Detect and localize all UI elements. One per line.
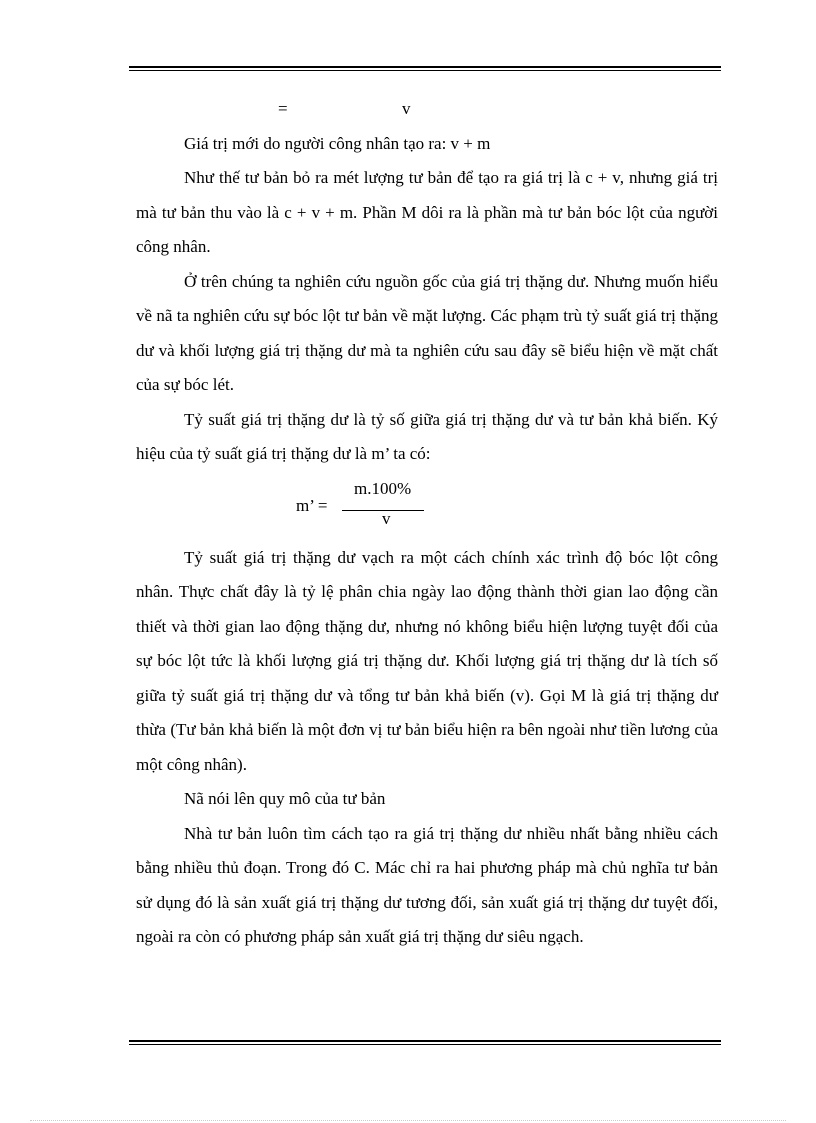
formula-equals: = <box>278 99 288 118</box>
page-edge-dots <box>30 1120 786 1121</box>
paragraph: Giá trị mới do người công nhân tạo ra: v + m <box>184 133 491 153</box>
paragraph: Như thế tư bản bỏ ra mét lượng tư bản để tạo ra giá trị là c + v, nhưng giá trị mà tư bản thu vào là c + v + m. Phần M dôi ra là phần mà tư bản bóc lột của người công nhân. <box>136 168 718 256</box>
paragraph: Nã nói lên quy mô của tư bản <box>184 789 386 808</box>
formula-line <box>136 92 718 127</box>
paragraph: Nhà tư bản luôn tìm cách tạo ra giá trị thặng dư nhiều nhất bằng nhiều cách bằng nhiều thủ đoạn. Trong đó C. Mác chỉ ra hai phương pháp mà chủ nghĩa tư bản sử dụng đó là sản xuất giá trị thặng dư tương đối, sản xuất giá trị thặng dư tuyệt đối, ngoài ra còn có phương pháp sản xuất giá trị thặng dư siêu ngạch. <box>136 823 718 946</box>
rate-formula <box>136 472 718 541</box>
paragraph: Ở trên chúng ta nghiên cứu nguồn gốc của giá trị thặng dư. Nhưng muốn hiểu về nã ta nghiên cứu sự bóc lột tư bản về mặt lượng. Các phạm trù tỷ suất giá trị thặng dư và khối lượng giá trị thặng dư mà ta nghiên cứu sau đây sẽ biểu hiện về mặt chất của sự bóc lét. <box>136 271 718 394</box>
document-body <box>136 92 718 955</box>
formula-numerator: m.100% <box>354 478 412 498</box>
paragraph: Tỷ suất giá trị thặng dư là tỷ số giữa giá trị thặng dư và tư bản khả biến. Ký hiệu của tỷ suất giá trị thặng dư là m’ ta có: <box>136 409 718 463</box>
header-rule <box>129 66 721 71</box>
footer-rule <box>129 1040 721 1045</box>
formula-lhs: m’ = <box>296 495 328 515</box>
formula-denominator: v <box>402 99 411 118</box>
paragraph: Tỷ suất giá trị thặng dư vạch ra một cách chính xác trình độ bóc lột công nhân. Thực chất đây là tỷ lệ phân chia ngày lao động thành thời gian lao động cần thiết và thời gian lao động thặng dư, nhưng nó không biểu hiện lượng tuyệt đối của sự bóc lột tức là khối lượng giá trị thặng dư. Khối lượng giá trị thặng dư là tích số giữa tỷ suất giá trị thặng dư và tổng tư bản khả biến (v). Gọi M là giá trị thặng dư thừa (Tư bản khả biến là một đơn vị tư bản biểu hiện ra bên ngoài như tiền lương của một công nhân). <box>136 547 718 774</box>
formula-denominator: v <box>382 508 391 528</box>
